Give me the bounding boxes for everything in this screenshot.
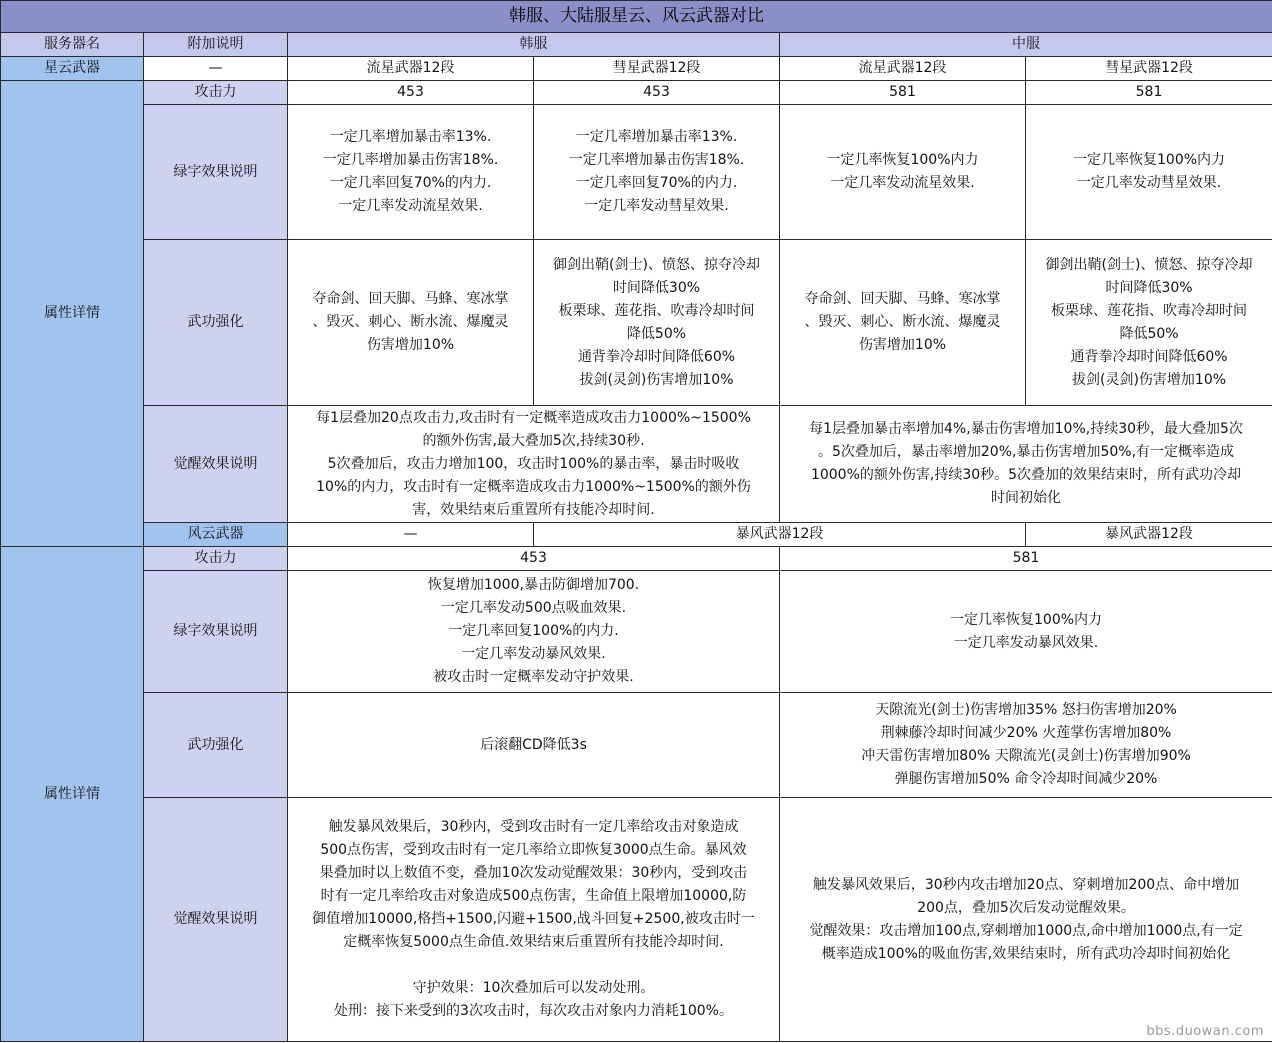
storm-attack-label: 攻击力 [144,547,288,571]
storm-weapon-cn: 暴风武器12段 [1026,523,1272,547]
header-server-name: 服务器名 [1,33,144,57]
storm-label: 风云武器 [144,523,288,547]
header-korea: 韩服 [288,33,780,57]
nebula-attack-kr-meteor: 453 [288,81,534,105]
nebula-awaken-label: 觉醒效果说明 [144,406,288,523]
storm-attack-cn: 581 [780,547,1272,571]
storm-attack-kr: 453 [288,547,780,571]
nebula-label: 星云武器 [1,57,144,81]
storm-skill-label: 武功强化 [144,693,288,798]
storm-green-kr: 恢复增加1000,暴击防御增加700. 一定几率发动500点吸血效果. 一定几率回复100%的内力. 一定几率发动暴风效果. 被攻击时一定概率发动守护效果. [288,571,780,693]
storm-awaken-cn: 触发暴风效果后，30秒内攻击增加20点、穿刺增加200点、命中增加 200点，叠加5次后发动觉醒效果。 觉醒效果：攻击增加100点,穿刺增加1000点,命中增加1000点,有一定 概率造成100%的吸血伤害,效果结束时，所有武功冷却时间初始化 [780,798,1272,1042]
nebula-skill-cn-comet: 御剑出鞘(剑士)、愤怒、掠夺冷却 时间降低30% 板栗球、莲花指、吹毒冷却时间 降低50% 通背拳冷却时间降低60% 拔剑(灵剑)伤害增加10% [1026,240,1272,406]
nebula-green-kr-meteor: 一定几率增加暴击率13%. 一定几率增加暴击伤害18%. 一定几率回复70%的内力. 一定几率发动流星效果. [288,105,534,240]
nebula-green-label: 绿字效果说明 [144,105,288,240]
nebula-awaken-cn: 每1层叠加暴击率增加4%,暴击伤害增加10%,持续30秒，最大叠加5次 。5次叠加后，暴击率增加20%,暴击伤害增加50%,有一定概率造成 1000%的额外伤害,持续30秒。5次叠加的效果结束时，所有武功冷却 时间初始化 [780,406,1272,523]
nebula-skill-cn-meteor: 夺命剑、回天脚、马蜂、寒冰掌 、毁灭、刺心、断水流、爆魔灵 伤害增加10% [780,240,1026,406]
nebula-green-cn-comet: 一定几率恢复100%内力 一定几率发动彗星效果. [1026,105,1272,240]
nebula-weapon-cn-meteor: 流星武器12段 [780,57,1026,81]
nebula-attack-cn-comet: 581 [1026,81,1272,105]
storm-note: — [288,523,534,547]
nebula-attack-kr-comet: 453 [534,81,780,105]
nebula-attack-label: 攻击力 [144,81,288,105]
nebula-attack-cn-meteor: 581 [780,81,1026,105]
storm-attr-label: 属性详情 [1,547,144,1042]
header-note: 附加说明 [144,33,288,57]
storm-skill-cn: 天隙流光(剑士)伤害增加35% 怒扫伤害增加20% 荆棘藤冷却时间减少20% 火莲掌伤害增加80% 冲天雷伤害增加80% 天隙流光(灵剑士)伤害增加90% 弹腿伤害增加50% 命令冷却时间减少20% [780,693,1272,798]
table-title: 韩服、大陆服星云、风云武器对比 [1,1,1272,33]
header-china: 中服 [780,33,1272,57]
nebula-attr-label: 属性详情 [1,81,144,547]
storm-skill-kr: 后滚翻CD降低3s [288,693,780,798]
nebula-skill-label: 武功强化 [144,240,288,406]
nebula-weapon-kr-meteor: 流星武器12段 [288,57,534,81]
nebula-note: — [144,57,288,81]
storm-green-label: 绿字效果说明 [144,571,288,693]
nebula-weapon-kr-comet: 彗星武器12段 [534,57,780,81]
nebula-awaken-kr: 每1层叠加20点攻击力,攻击时有一定概率造成攻击力1000%~1500% 的额外伤害,最大叠加5次,持续30秒. 5次叠加后，攻击力增加100，攻击时100%的暴击率，暴击时吸收 10%的内力，攻击时有一定概率造成攻击力1000%~1500%的额外伤 害，效果结束后重置所有技能冷却时间. [288,406,780,523]
storm-green-cn: 一定几率恢复100%内力 一定几率发动暴风效果. [780,571,1272,693]
storm-weapon-kr: 暴风武器12段 [534,523,1026,547]
nebula-green-kr-comet: 一定几率增加暴击率13%. 一定几率增加暴击伤害18%. 一定几率回复70%的内力. 一定几率发动彗星效果. [534,105,780,240]
nebula-skill-kr-comet: 御剑出鞘(剑士)、愤怒、掠夺冷却 时间降低30% 板栗球、莲花指、吹毒冷却时间 降低50% 通背拳冷却时间降低60% 拔剑(灵剑)伤害增加10% [534,240,780,406]
watermark: bbs.duowan.com [1146,1024,1264,1039]
nebula-weapon-cn-comet: 彗星武器12段 [1026,57,1272,81]
nebula-skill-kr-meteor: 夺命剑、回天脚、马蜂、寒冰掌 、毁灭、刺心、断水流、爆魔灵 伤害增加10% [288,240,534,406]
nebula-green-cn-meteor: 一定几率恢复100%内力 一定几率发动流星效果. [780,105,1026,240]
storm-awaken-kr: 触发暴风效果后，30秒内，受到攻击时有一定几率给攻击对象造成 500点伤害，受到攻击时有一定几率给立即恢复3000点生命。暴风效 果叠加时以上数值不变，叠加10次发动觉醒效果：30秒内，受到攻击 时有一定几率给攻击对象造成500点伤害，生命值上限增加10000,防 御值增加10000,格挡+1500,闪避+1500,战斗回复+2500,被攻击时一 定概率恢复5000点生命值.效果结束后重置所有技能冷却时间. 守护效果：10次叠加后可以发动处刑。 处刑：接下来受到的3次攻击时，每次攻击对象内力消耗100%。 [288,798,780,1042]
storm-awaken-label: 觉醒效果说明 [144,798,288,1042]
